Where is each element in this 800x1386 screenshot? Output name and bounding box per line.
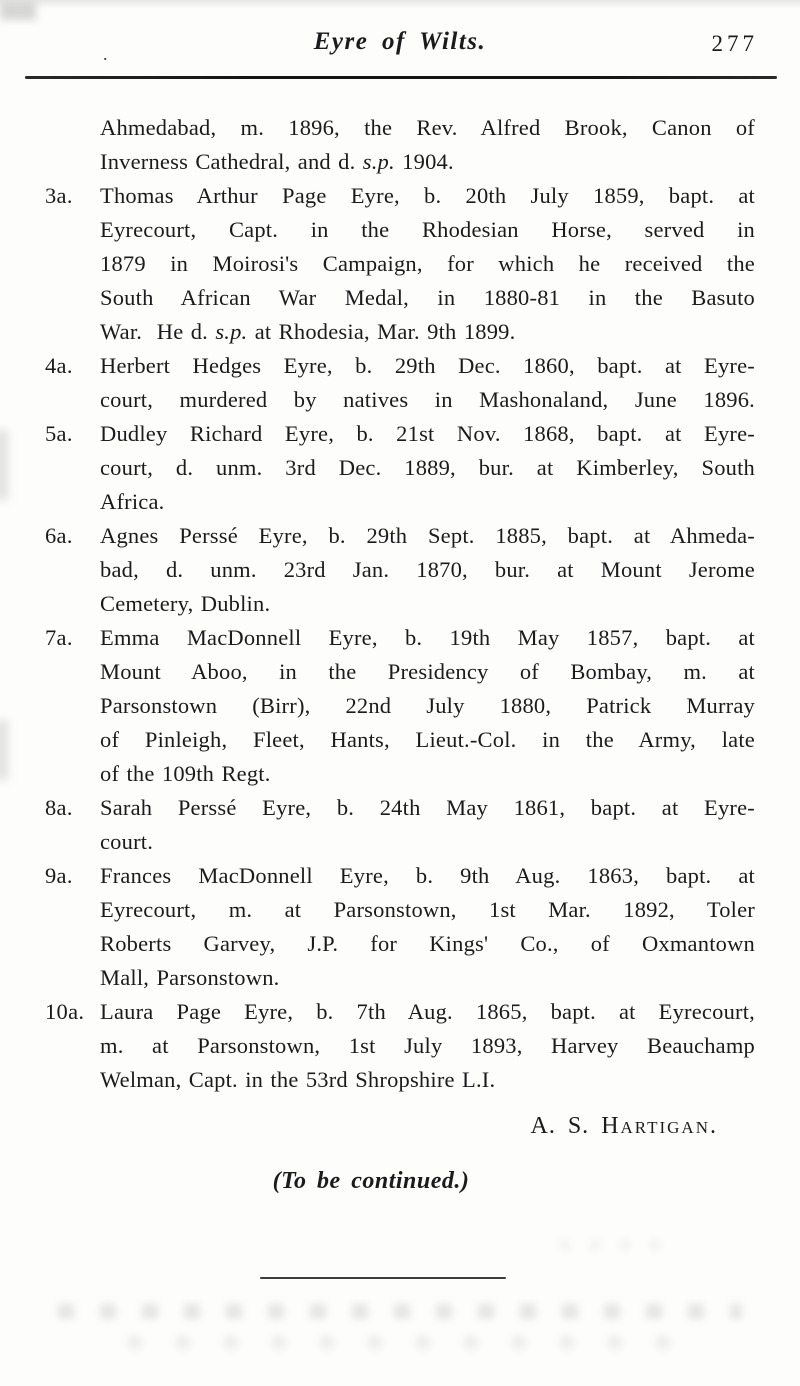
entry-lines [100, 417, 755, 519]
text-segment: Roberts Garvey, J.P. for Kings' Co., of Oxmantown [100, 931, 755, 956]
entry-line [100, 927, 755, 961]
entry-lines [100, 179, 755, 349]
entry-number [45, 111, 100, 179]
italic-text-segment: s.p. [215, 319, 248, 344]
entry-number: 6a. [45, 523, 73, 548]
text-segment: Herbert Hedges Eyre, b. 29th Dec. 1860, bapt. at Eyre- [100, 353, 755, 378]
genealogy-entry [45, 111, 755, 179]
entry-line [100, 145, 755, 179]
text-segment: Eyrecourt, Capt. in the Rhodesian Horse, served in [100, 217, 755, 242]
text-segment: bad, d. unm. 23rd Jan. 1870, bur. at Mount Jerome [100, 557, 755, 582]
text-segment: court, murdered by natives in Mashonaland, June 1896. [100, 387, 755, 412]
page-number: 277 [711, 31, 758, 56]
entry-line [100, 587, 755, 621]
page-body [45, 111, 755, 1195]
text-segment: Mount Aboo, in the Presidency of Bombay, m. at [100, 659, 755, 684]
text-segment: War. He d. [100, 319, 216, 344]
entry-number: 5a. [45, 421, 73, 446]
entry-number: 9a. [45, 863, 73, 888]
entry-lines [100, 791, 755, 859]
text-segment: Africa. [100, 489, 165, 514]
text-segment: Eyrecourt, m. at Parsonstown, 1st Mar. 1892, Toler [100, 897, 755, 922]
entry-lines [100, 859, 755, 995]
text-segment: of Pinleigh, Fleet, Hants, Lieut.-Col. in the Army, late [100, 727, 755, 752]
text-segment: Sarah Perssé Eyre, b. 24th May 1861, bapt. at Eyre- [100, 795, 755, 820]
text-segment: Agnes Perssé Eyre, b. 29th Sept. 1885, bapt. at Ahmeda- [100, 523, 755, 548]
entry-line [100, 655, 755, 689]
entry-line [100, 485, 755, 519]
entry-line [100, 247, 755, 281]
entry-line [100, 689, 755, 723]
genealogy-entry [45, 519, 755, 621]
scan-edge-shade [0, 0, 800, 9]
text-segment: Laura Page Eyre, b. 7th Aug. 1865, bapt. at Eyrecourt, [100, 999, 755, 1024]
entry-lines [100, 621, 755, 791]
entry-line [100, 825, 755, 859]
entry-line [100, 315, 755, 349]
entry-number: 7a. [45, 625, 73, 650]
ink-dot: . [103, 44, 108, 64]
signature-initials: A. S. [530, 1113, 602, 1139]
text-segment: Ahmedabad, m. 1896, the Rev. Alfred Brook, Canon of [100, 115, 755, 140]
scan-edge-smudge [0, 430, 8, 500]
entry-line [100, 1063, 755, 1097]
entry-number: 8a. [45, 795, 73, 820]
continuation-note: (To be continued.) [272, 1168, 470, 1194]
text-segment: Parsonstown (Birr), 22nd July 1880, Patrick Murray [100, 693, 755, 718]
entry-number: 4a. [45, 353, 73, 378]
text-segment: Emma MacDonnell Eyre, b. 19th May 1857, bapt. at [100, 625, 755, 650]
entry-line [100, 961, 755, 995]
entry-list [45, 111, 755, 1097]
entry-line [100, 621, 755, 655]
text-segment: Cemetery, Dublin. [100, 591, 271, 616]
entry-line [100, 213, 755, 247]
entry-line [100, 995, 755, 1029]
entry-number: 3a. [45, 183, 73, 208]
entry-line [100, 417, 755, 451]
genealogy-entry [45, 349, 755, 417]
entry-line [100, 859, 755, 893]
signature-surname: Hartigan. [601, 1113, 718, 1139]
text-segment: Mall, Parsonstown. [100, 965, 280, 990]
scan-corner-shade [0, 0, 36, 20]
entry-line [100, 893, 755, 927]
show-through-smudge [560, 1240, 680, 1250]
genealogy-entry [45, 791, 755, 859]
entry-line [100, 451, 755, 485]
entry-line [100, 281, 755, 315]
genealogy-entry [45, 859, 755, 995]
end-divider-rule [260, 1277, 506, 1279]
entry-line [100, 1029, 755, 1063]
header-rule [25, 76, 777, 79]
text-segment: Dudley Richard Eyre, b. 21st Nov. 1868, bapt. at Eyre- [100, 421, 755, 446]
running-title: Eyre of Wilts. [313, 28, 487, 55]
text-segment: m. at Parsonstown, 1st July 1893, Harvey Beauchamp [100, 1033, 755, 1058]
entry-line [100, 383, 755, 417]
entry-line [100, 757, 755, 791]
text-segment: Welman, Capt. in the 53rd Shropshire L.I. [100, 1067, 496, 1092]
text-segment: court. [100, 829, 154, 854]
text-segment: 1879 in Moirosi's Campaign, for which he received the [100, 251, 755, 276]
entry-line [100, 111, 755, 145]
genealogy-entry [45, 621, 755, 791]
text-segment: Thomas Arthur Page Eyre, b. 20th July 1859, bapt. at [100, 183, 755, 208]
genealogy-entry [45, 417, 755, 519]
italic-text-segment: s.p. [362, 149, 395, 174]
entry-line [100, 519, 755, 553]
entry-lines [100, 519, 755, 621]
text-segment: Inverness Cathedral, and d. [100, 149, 363, 174]
genealogy-entry [45, 179, 755, 349]
entry-lines [100, 349, 755, 417]
show-through-smudge [58, 1304, 742, 1319]
text-segment: Frances MacDonnell Eyre, b. 9th Aug. 1863, bapt. at [100, 863, 755, 888]
entry-line [100, 791, 755, 825]
show-through-smudge [128, 1336, 673, 1349]
text-segment: South African War Medal, in 1880-81 in the Basuto [100, 285, 755, 310]
scan-edge-smudge [0, 720, 8, 780]
entry-line [100, 723, 755, 757]
text-segment: at Rhodesia, Mar. 9th 1899. [247, 319, 516, 344]
entry-number: 10a. [45, 999, 85, 1024]
text-segment: of the 109th Regt. [100, 761, 271, 786]
text-segment: 1904. [394, 149, 454, 174]
entry-lines [100, 111, 755, 179]
genealogy-entry [45, 995, 755, 1097]
author-signature [45, 1113, 755, 1140]
entry-line [100, 179, 755, 213]
entry-line [100, 349, 755, 383]
entry-line [100, 553, 755, 587]
entry-lines [100, 995, 755, 1097]
text-segment: court, d. unm. 3rd Dec. 1889, bur. at Kimberley, South [100, 455, 755, 480]
